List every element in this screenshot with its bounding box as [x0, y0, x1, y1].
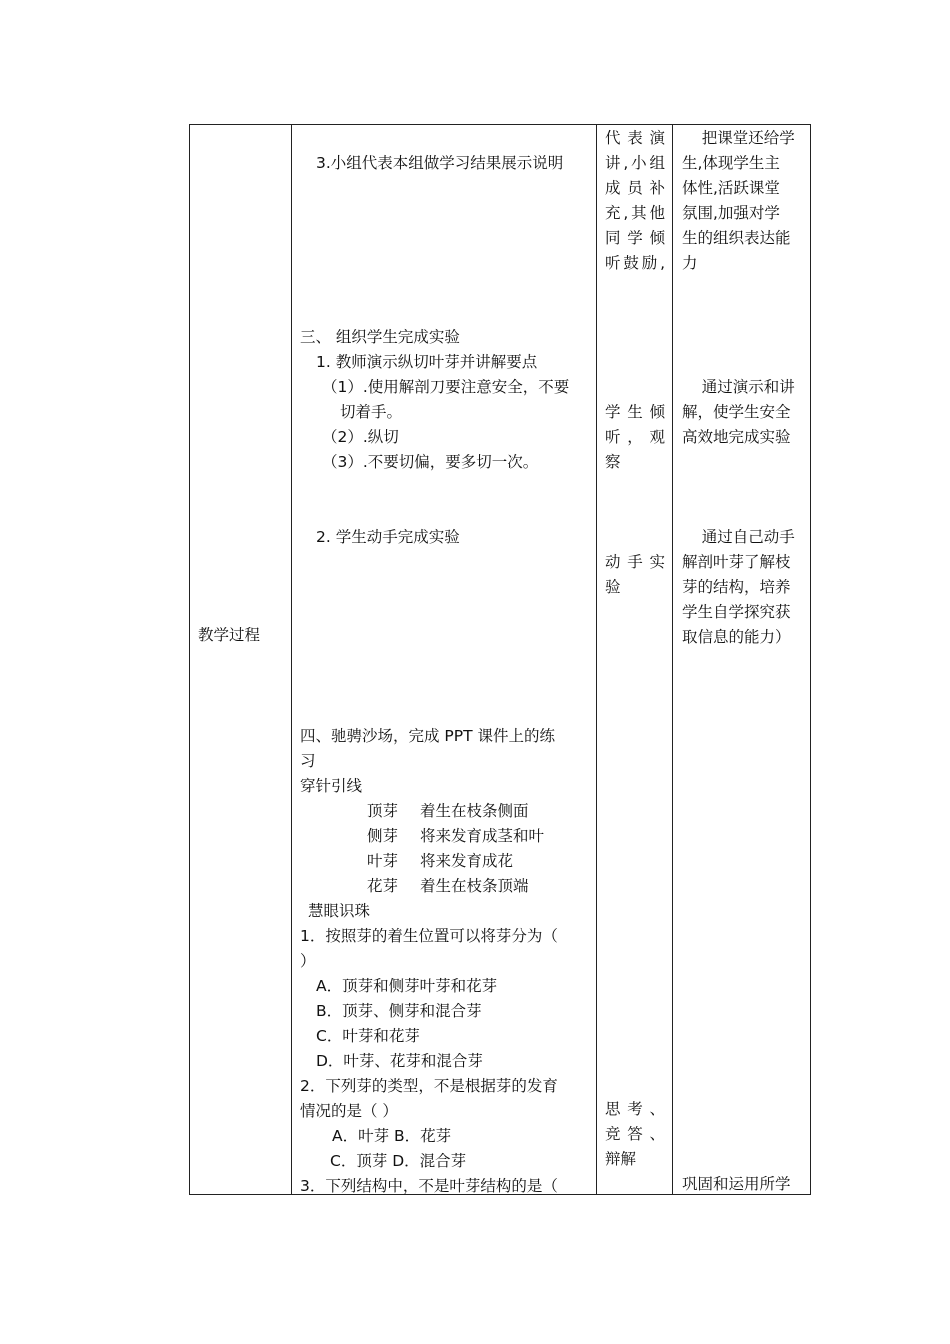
design-intent-line: 芽的结构，培养 [682, 578, 791, 596]
student-activity-line: 竞答、 [605, 1125, 665, 1143]
column-divider [291, 125, 292, 1194]
design-intent-line: 解剖叶芽了解枝 [682, 553, 791, 571]
question-2: 2．下列芽的类型，不是根据芽的发育 [300, 1077, 558, 1095]
student-activity-line: 验 [605, 578, 621, 596]
sub-1-point: （2）.纵切 [322, 428, 399, 446]
student-activity-line: 学生倾 [605, 403, 665, 421]
sub-1-title: 1. 教师演示纵切叶芽并讲解要点 [316, 353, 538, 371]
question-1-option: B．顶芽、侧芽和混合芽 [316, 1002, 482, 1020]
student-activity-line: 讲,小组 [605, 154, 665, 172]
match-title: 穿针引线 [300, 777, 363, 795]
question-2-options: A．叶芽 B．花芽 [332, 1127, 452, 1145]
section-label: 教学过程 [198, 626, 261, 644]
design-intent-line: 氛围,加强对学 [682, 204, 780, 222]
design-intent-line: 通过演示和讲 [682, 378, 795, 396]
student-activity-line: 察 [605, 453, 621, 471]
lesson-table [189, 124, 811, 1195]
column-divider [596, 125, 597, 1194]
question-1-option: C．叶芽和花芽 [316, 1027, 420, 1045]
question-3: 3．下列结构中，不是叶芽结构的是（ [300, 1177, 558, 1195]
question-2-cont: 情况的是（ ） [300, 1102, 398, 1120]
match-right: 着生在枝条侧面 [420, 802, 529, 820]
question-1: 1．按照芽的着生位置可以将芽分为（ [300, 927, 558, 945]
match-left: 花芽 [367, 877, 399, 895]
column-divider [672, 125, 673, 1194]
student-activity-line: 代表演 [605, 129, 665, 147]
design-intent-line: 高效地完成实验 [682, 428, 791, 446]
match-right: 着生在枝条顶端 [420, 877, 529, 895]
design-intent-line: 把课堂还给学 [682, 129, 795, 147]
match-left: 叶芽 [367, 852, 399, 870]
match-right: 将来发育成花 [420, 852, 514, 870]
match-left: 顶芽 [367, 802, 399, 820]
section-3-title: 三、 组织学生完成实验 [300, 328, 460, 346]
design-intent-line: 取信息的能力） [682, 628, 791, 646]
student-activity-line: 充,其他 [605, 204, 665, 222]
design-intent-line: 学生自学探究获 [682, 603, 791, 621]
question-2-options: C．顶芽 D．混合芽 [330, 1152, 467, 1170]
student-activity-line: 成员补 [605, 179, 665, 197]
student-activity-line: 听鼓励, [605, 254, 665, 272]
match-right: 将来发育成茎和叶 [420, 827, 545, 845]
design-intent-line: 巩固和运用所学 [682, 1175, 791, 1193]
student-activity-line: 听，观 [605, 428, 665, 446]
student-activity-line: 同学倾 [605, 229, 665, 247]
student-activity-line: 思考、 [605, 1100, 665, 1118]
section-4-title-cont: 习 [300, 752, 316, 770]
design-intent-line: 生,体现学生主 [682, 154, 780, 172]
design-intent-line: 力 [682, 254, 698, 272]
design-intent-line: 通过自己动手 [682, 528, 795, 546]
sub-1-point: （3）.不要切偏，要多切一次。 [322, 453, 539, 471]
student-activity-line: 动手实 [605, 553, 665, 571]
sub-1-point: （1）.使用解剖刀要注意安全，不要 [322, 378, 570, 396]
section-4-title: 四、驰骋沙场，完成 PPT 课件上的练 [300, 727, 556, 745]
item-3-text: 3.小组代表本组做学习结果展示说明 [316, 154, 564, 172]
design-intent-line: 解，使学生安全 [682, 403, 791, 421]
question-1-option: A．顶芽和侧芽叶芽和花芽 [316, 977, 498, 995]
sub-1-point: 切着手。 [340, 403, 403, 421]
question-1-option: D．叶芽、花芽和混合芽 [316, 1052, 483, 1070]
student-activity-line: 辩解 [605, 1150, 637, 1168]
match-left: 侧芽 [367, 827, 399, 845]
quiz-title: 慧眼识珠 [308, 902, 371, 920]
design-intent-line: 生的组织表达能 [682, 229, 791, 247]
design-intent-line: 体性,活跃课堂 [682, 179, 780, 197]
sub-2-title: 2. 学生动手完成实验 [316, 528, 460, 546]
question-1-cont: ） [300, 952, 316, 970]
